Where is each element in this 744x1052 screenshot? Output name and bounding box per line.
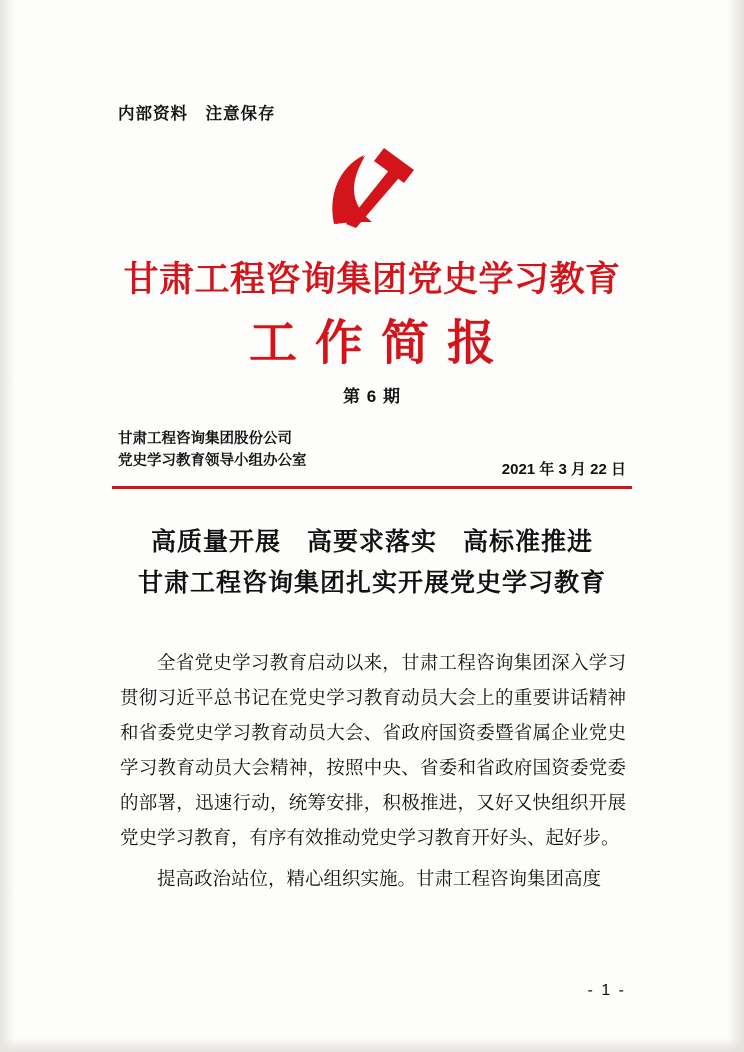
article-headline	[0, 522, 744, 604]
paper-edge-bottom	[0, 1038, 744, 1052]
masthead-title-line1: 甘肃工程咨询集团党史学习教育	[123, 260, 621, 299]
ccp-hammer-sickle-emblem	[312, 138, 432, 230]
issuer-block	[118, 428, 307, 472]
body-paragraph: 全省党史学习教育启动以来，甘肃工程咨询集团深入学习贯彻习近平总书记在党史学习教育动员大会上的重要讲话精神和省委党史学习教育动员大会、省政府国资委暨省属企业党史学习教育动员大会精神，按照中央、省委和省政府国资委党委的部署，迅速行动，统筹安排，积极推进，又好又快组织开展党史学习教育，有序有效推动党史学习教育开好头、起好步。	[120, 652, 626, 848]
masthead-divider-rule	[112, 486, 632, 489]
headline-line1: 高质量开展 高要求落实 高标准推进	[150, 528, 593, 556]
issue-number: 第 6 期	[343, 387, 401, 406]
issuer-line1: 甘肃工程咨询集团股份公司	[118, 431, 292, 447]
issue-date: 2021 年 3 月 22 日	[501, 461, 626, 478]
page-number: - 1 -	[587, 982, 626, 999]
issuer-line2: 党史学习教育领导小组办公室	[118, 453, 307, 469]
headline-line2: 甘肃工程咨询集团扎实开展党史学习教育	[137, 569, 606, 597]
masthead-title-line2: 工作简报	[248, 317, 513, 370]
body-paragraph: 提高政治站位，精心组织实施。甘肃工程咨询集团高度	[157, 868, 602, 889]
confidential-notice: 内部资料 注意保存	[118, 105, 276, 123]
article-body	[120, 645, 626, 902]
